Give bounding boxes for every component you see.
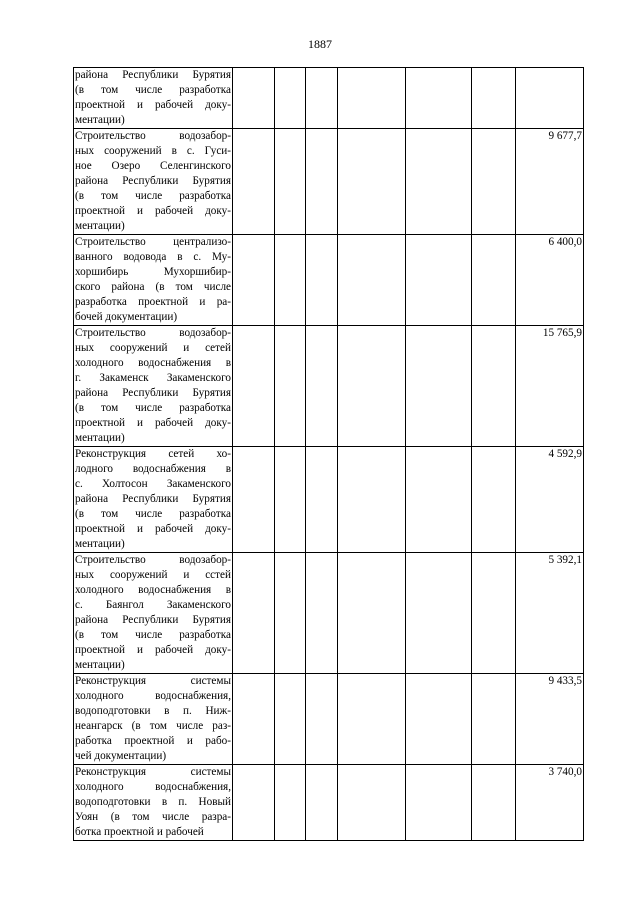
- empty-cell: [233, 447, 275, 553]
- description-line: холодного водоснабжения,: [75, 690, 231, 702]
- description-line: чей документации): [75, 750, 167, 762]
- amount-cell: 3 740,0: [516, 765, 584, 841]
- description-line: ментации): [75, 659, 125, 671]
- empty-cell: [338, 553, 406, 674]
- table-row: [74, 326, 584, 447]
- description-line: (в том числе разработка: [75, 402, 231, 414]
- description-line: района Республики Бурятия: [75, 614, 231, 626]
- empty-cell: [338, 235, 406, 326]
- table-body: [74, 68, 584, 841]
- empty-cell: [406, 765, 472, 841]
- description-line: ментации): [75, 538, 125, 550]
- amount-cell: 9 677,7: [516, 129, 584, 235]
- description-line: района Республики Бурятия: [75, 69, 231, 81]
- amount-cell: 4 592,9: [516, 447, 584, 553]
- description-line: с. Холтосон Закаменского: [75, 478, 231, 490]
- description-line: неангарск (в том числе раз-: [75, 720, 231, 732]
- empty-cell: [233, 68, 275, 129]
- empty-cell: [306, 447, 338, 553]
- empty-cell: [472, 553, 516, 674]
- description-line: Уоян (в том числе разра-: [75, 811, 231, 823]
- description-line: ное Озеро Селенгинского: [75, 160, 231, 172]
- amount-cell: 5 392,1: [516, 553, 584, 674]
- description-line: холодного водоснабжения,: [75, 781, 231, 793]
- description-line: Строительство централизо-: [75, 236, 231, 248]
- description-line: ментации): [75, 220, 125, 232]
- row-description: [74, 326, 233, 447]
- empty-cell: [306, 129, 338, 235]
- description-line: района Республики Бурятия: [75, 175, 231, 187]
- table-row: [74, 674, 584, 765]
- row-description: [74, 765, 233, 841]
- empty-cell: [338, 447, 406, 553]
- empty-cell: [472, 235, 516, 326]
- description-line: ванного водовода в с. Му-: [75, 251, 231, 263]
- empty-cell: [275, 674, 306, 765]
- budget-table: [73, 67, 584, 841]
- row-description: [74, 674, 233, 765]
- empty-cell: [233, 765, 275, 841]
- empty-cell: [275, 235, 306, 326]
- description-line: ского района (в том числе: [75, 281, 231, 293]
- empty-cell: [472, 326, 516, 447]
- empty-cell: [275, 326, 306, 447]
- description-line: лодного водоснабжения в: [75, 463, 231, 475]
- amount-cell: [516, 68, 584, 129]
- empty-cell: [406, 129, 472, 235]
- empty-cell: [275, 447, 306, 553]
- description-line: Строительство водозабор-: [75, 327, 231, 339]
- description-line: проектной и рабочей доку-: [75, 523, 231, 535]
- description-line: бочей документации): [75, 311, 178, 323]
- table-row: [74, 447, 584, 553]
- description-line: холодного водоснабжения в: [75, 584, 231, 596]
- empty-cell: [472, 765, 516, 841]
- table-row: [74, 129, 584, 235]
- empty-cell: [472, 129, 516, 235]
- empty-cell: [233, 129, 275, 235]
- description-line: работка проектной и рабо-: [75, 735, 231, 747]
- empty-cell: [275, 68, 306, 129]
- empty-cell: [472, 674, 516, 765]
- description-line: проектной и рабочей доку-: [75, 417, 231, 429]
- empty-cell: [306, 68, 338, 129]
- empty-cell: [406, 235, 472, 326]
- description-line: (в том числе разработка: [75, 190, 231, 202]
- empty-cell: [338, 129, 406, 235]
- description-line: холодного водоснабжения в: [75, 357, 231, 369]
- description-line: хоршибирь Мухоршибир-: [75, 266, 231, 278]
- empty-cell: [275, 765, 306, 841]
- empty-cell: [306, 765, 338, 841]
- empty-cell: [338, 765, 406, 841]
- row-description: [74, 129, 233, 235]
- table-row: [74, 553, 584, 674]
- description-line: проектной и рабочей доку-: [75, 99, 231, 111]
- empty-cell: [472, 68, 516, 129]
- table-row: [74, 765, 584, 841]
- description-line: Реконструкция сетей хо-: [75, 448, 231, 460]
- description-line: водоподготовки в п. Ниж-: [75, 705, 231, 717]
- empty-cell: [233, 674, 275, 765]
- empty-cell: [233, 235, 275, 326]
- description-line: проектной и рабочей доку-: [75, 205, 231, 217]
- description-line: ных сооружений в с. Гуси-: [75, 145, 231, 157]
- description-line: водоподготовки в п. Новый: [75, 796, 231, 808]
- description-line: ментации): [75, 432, 125, 444]
- empty-cell: [406, 674, 472, 765]
- description-line: района Республики Бурятия: [75, 493, 231, 505]
- description-line: проектной и рабочей доку-: [75, 644, 231, 656]
- description-line: (в том числе разработка: [75, 508, 231, 520]
- description-line: Строительство водозабор-: [75, 554, 231, 566]
- empty-cell: [306, 326, 338, 447]
- table-row: [74, 68, 584, 129]
- amount-cell: 6 400,0: [516, 235, 584, 326]
- description-line: с. Баянгол Закаменского: [75, 599, 231, 611]
- empty-cell: [233, 553, 275, 674]
- empty-cell: [306, 553, 338, 674]
- empty-cell: [338, 326, 406, 447]
- empty-cell: [275, 553, 306, 674]
- amount-cell: 15 765,9: [516, 326, 584, 447]
- empty-cell: [306, 235, 338, 326]
- description-line: (в том числе разработка: [75, 629, 231, 641]
- description-line: г. Закаменск Закаменского: [75, 372, 231, 384]
- page-number: 1887: [308, 37, 332, 51]
- empty-cell: [472, 447, 516, 553]
- empty-cell: [338, 674, 406, 765]
- description-line: ботка проектной и рабочей: [75, 826, 204, 838]
- description-line: Реконструкция системы: [75, 675, 231, 687]
- row-description: [74, 68, 233, 129]
- table-row: [74, 235, 584, 326]
- empty-cell: [275, 129, 306, 235]
- empty-cell: [338, 68, 406, 129]
- empty-cell: [406, 447, 472, 553]
- empty-cell: [233, 326, 275, 447]
- description-line: ных сооружений и сетей: [75, 342, 231, 354]
- amount-cell: 9 433,5: [516, 674, 584, 765]
- description-line: района Республики Бурятия: [75, 387, 231, 399]
- description-line: ных сооружений и сстей: [75, 569, 231, 581]
- empty-cell: [406, 553, 472, 674]
- description-line: ментации): [75, 114, 125, 126]
- empty-cell: [406, 68, 472, 129]
- row-description: [74, 235, 233, 326]
- description-line: (в том числе разработка: [75, 84, 231, 96]
- empty-cell: [406, 326, 472, 447]
- row-description: [74, 553, 233, 674]
- description-line: разработка проектной и ра-: [75, 296, 231, 308]
- empty-cell: [306, 674, 338, 765]
- description-line: Строительство водозабор-: [75, 130, 231, 142]
- row-description: [74, 447, 233, 553]
- description-line: Реконструкция системы: [75, 766, 231, 778]
